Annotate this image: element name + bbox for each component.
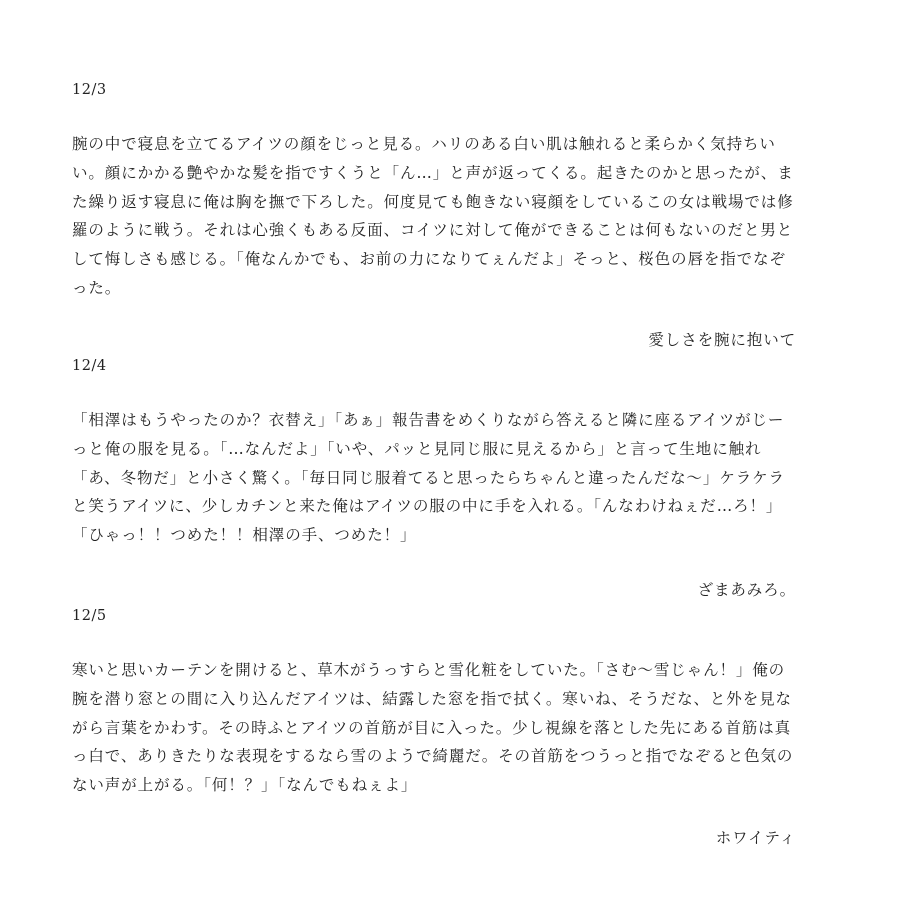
entry-date: 12/5 [72,608,107,624]
entry-body: 「相澤はもうやったのか？衣替え」「あぁ」報告書をめくりながら答えると隣に座るアイツがじーっと俺の服を見る。「…なんだよ」「いや、パッと見同じ服に見えるから」と言って生地に触れ「あ、冬物だ」と小さく驚く。「毎日同じ服着てると思ったらちゃんと違ったんだな〜」ケラケラと笑うアイツに、少しカチンと来た俺はアイツの服の中に手を入れる。「んなわけねぇだ…ろ！」「ひゃっ！！つめた！！相澤の手、つめた！」 [72,411,785,545]
entry-date: 12/4 [72,358,107,374]
entry-body: 腕の中で寝息を立てるアイツの顔をじっと見る。ハリのある白い肌は触れると柔らかく気持ちいい。顔にかかる艶やかな髪を指ですくうと「ん…」と声が返ってくる。起きたのかと思ったが、また繰り返す寝息に俺は胸を撫で下ろした。何度見ても飽きない寝顔をしているこの女は戦場では修羅のように戦う。それは心強くもある反面、コイツに対して俺ができることは何もないのだと男として悔しさも感じる。「俺なんかでも、お前の力になりてぇんだよ」そっと、桜色の唇を指でなぞった。 [72,135,794,297]
entry-date: 12/3 [72,82,107,98]
entry-signoff: 愛しさを腕に抱いて [648,331,796,349]
entry-body: 寒いと思いカーテンを開けると、草木がうっすらと雪化粧をしていた。「さむ〜雪じゃん！」俺の腕を潜り窓との間に入り込んだアイツは、結露した窓を指で拭く。寒いね、そうだな、と外を見ながら言葉をかわす。その時ふとアイツの首筋が目に入った。少し視線を落とした先にある首筋は真っ白で、ありきたりな表現をするなら雪のようで綺麗だ。その首筋をつうっと指でなぞると色気のない声が上がる。「何！？」「なんでもねぇよ」 [72,661,794,795]
entry-signoff: ざまあみろ。 [697,581,796,599]
entry-signoff: ホワイティ [715,829,796,847]
